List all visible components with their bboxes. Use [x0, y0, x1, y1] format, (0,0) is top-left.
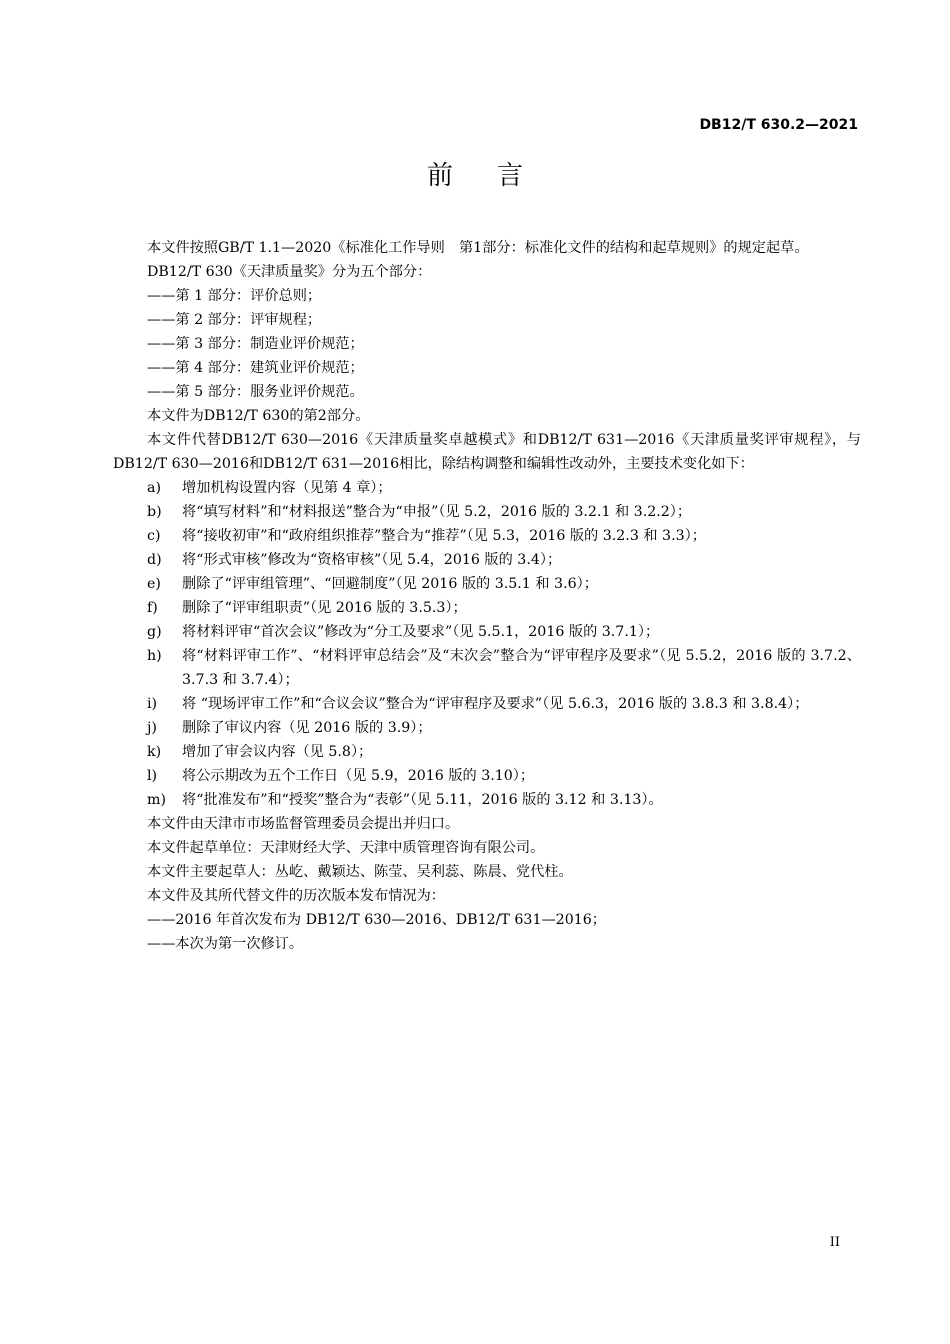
change-list-item	[113, 524, 861, 548]
closing-paragraph: 本文件主要起草人：丛屹、戴颖达、陈莹、吴利蕊、陈晨、党代柱。	[147, 864, 573, 880]
change-label: g)	[147, 624, 162, 640]
history-list-item: ——2016 年首次发布为 DB12/T 630—2016、DB12/T 631—2016；	[147, 912, 606, 928]
part-list-item: ——第 2 部分：评审规程；	[147, 312, 322, 328]
closing-paragraph: 本文件由天津市市场监督管理委员会提出并归口。	[147, 816, 460, 832]
change-label: h)	[147, 648, 162, 664]
part-list-item: ——第 1 部分：评价总则；	[147, 288, 322, 304]
change-label: e)	[147, 576, 161, 592]
change-list-item	[113, 476, 861, 500]
change-list-item	[113, 500, 861, 524]
change-list-item	[113, 620, 861, 644]
change-text: 将 “现场评审工作”和“合议会议”整合为“评审程序及要求”（见 5.6.3，2016 版的 3.8.3 和 3.8.4）；	[182, 696, 809, 712]
change-list-item	[113, 644, 861, 692]
change-list-item	[113, 764, 861, 788]
change-label: m)	[147, 792, 166, 808]
change-text: 将“批准发布”和“授奖”整合为“表彰”（见 5.11，2016 版的 3.12 和 3.13）。	[182, 792, 663, 808]
change-list-item	[113, 572, 861, 596]
part-list-item: ——第 4 部分：建筑业评价规范；	[147, 360, 364, 376]
change-list-item	[113, 548, 861, 572]
change-label: f)	[147, 600, 158, 616]
statement-paragraph: 本文件为DB12/T 630的第2部分。	[147, 408, 370, 424]
page-title: 前言	[426, 161, 567, 191]
change-label: k)	[147, 744, 162, 760]
change-label: i)	[147, 696, 158, 712]
change-label: b)	[147, 504, 162, 520]
change-list-item	[113, 596, 861, 620]
part-list-item: ——第 3 部分：制造业评价规范；	[147, 336, 364, 352]
change-label: j)	[147, 720, 157, 736]
change-label: d)	[147, 552, 162, 568]
document-code: DB12/T 630.2—2021	[699, 117, 858, 133]
intro-paragraph: 本文件按照GB/T 1.1—2020《标准化工作导则 第1部分：标准化文件的结构和起草规则》的规定起草。	[147, 240, 809, 256]
change-list-item	[113, 740, 861, 764]
change-list-item	[113, 692, 861, 716]
change-text: 删除了审议内容（见 2016 版的 3.9）；	[182, 720, 432, 736]
history-list-item: ——本次为第一次修订。	[147, 936, 304, 952]
change-text: 将“形式审核”修改为“资格审核”（见 5.4，2016 版的 3.4）；	[182, 552, 562, 568]
foreword-body	[113, 236, 861, 956]
change-text: 增加了审会议内容（见 5.8）；	[182, 744, 373, 760]
closing-paragraph: 本文件及其所代替文件的历次版本发布情况为：	[147, 888, 445, 904]
intro-paragraph: DB12/T 630《天津质量奖》分为五个部分：	[147, 264, 432, 280]
part-list-item: ——第 5 部分：服务业评价规范。	[147, 384, 364, 400]
statement-paragraph: 本文件代替DB12/T 630—2016《天津质量奖卓越模式》和DB12/T 631—2016《天津质量奖评审规程》，与DB12/T 630—2016和DB12/T 631—2016相比，除结构调整和编辑性改动外，主要技术变化如下：	[113, 432, 861, 472]
change-text: 删除了“评审组管理”、“回避制度”（见 2016 版的 3.5.1 和 3.6）；	[182, 576, 598, 592]
change-text: 增加机构设置内容（见第 4 章）；	[182, 480, 392, 496]
change-label: a)	[147, 480, 161, 496]
change-text: 将材料评审“首次会议”修改为“分工及要求”（见 5.5.1，2016 版的 3.7.1）；	[182, 624, 660, 640]
change-text: 将“填写材料”和“材料报送”整合为“申报”（见 5.2，2016 版的 3.2.1 和 3.2.2）；	[182, 504, 692, 520]
change-text: 将公示期改为五个工作日（见 5.9，2016 版的 3.10）；	[182, 768, 535, 784]
page-number: II	[829, 1235, 840, 1250]
closing-paragraph: 本文件起草单位：天津财经大学、天津中质管理咨询有限公司。	[147, 840, 545, 856]
change-list-item	[113, 788, 861, 812]
change-text: 将“材料评审工作”、“材料评审总结会”及“末次会”整合为“评审程序及要求”（见 5.5.2，2016 版的 3.7.2、3.7.3 和 3.7.4）；	[182, 648, 861, 688]
change-list-item	[113, 716, 861, 740]
change-label: l)	[147, 768, 158, 784]
change-label: c)	[147, 528, 161, 544]
change-text: 删除了“评审组职责”（见 2016 版的 3.5.3）；	[182, 600, 467, 616]
change-text: 将“接收初审”和“政府组织推荐”整合为“推荐”（见 5.3，2016 版的 3.2.3 和 3.3）；	[182, 528, 706, 544]
